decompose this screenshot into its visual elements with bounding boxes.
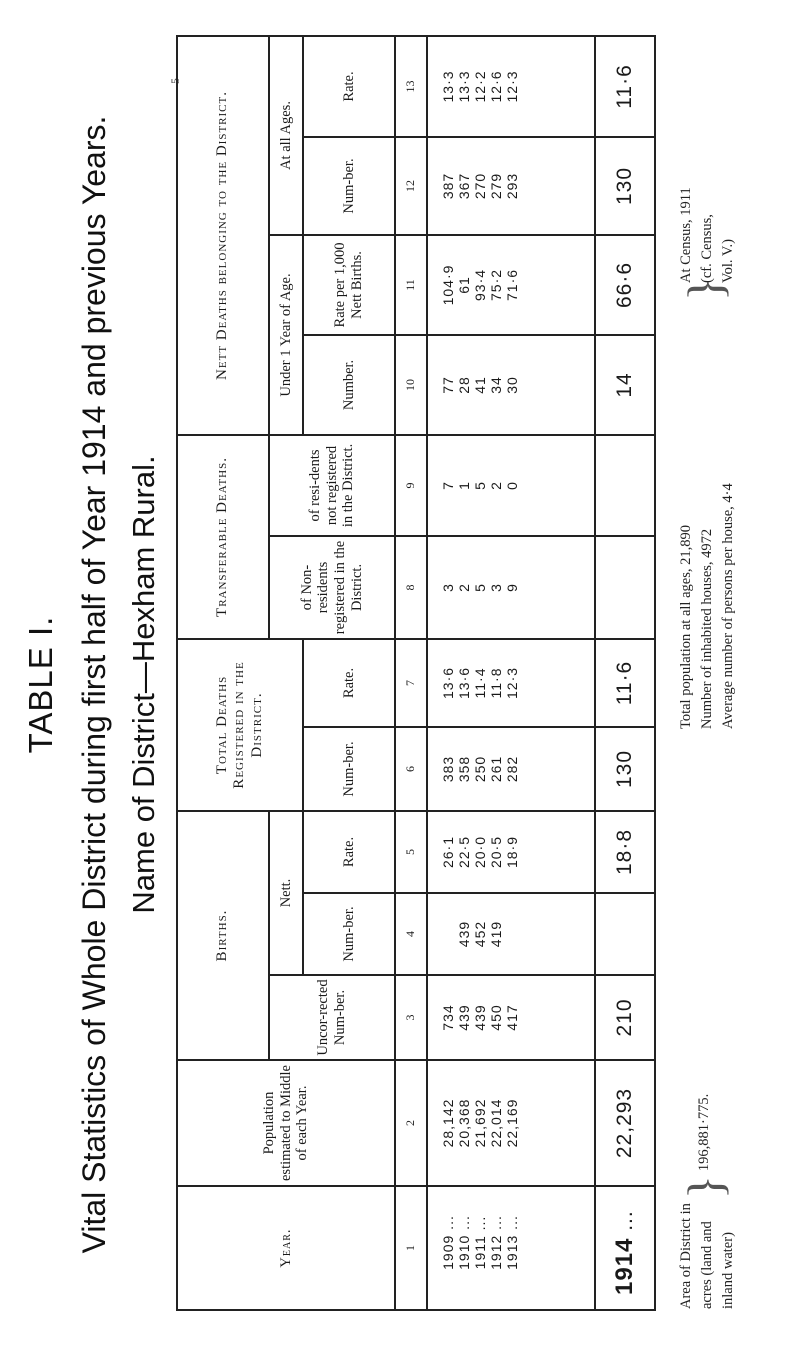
column-number: 4 [395,893,427,975]
total-row-deaths-number: 130 [595,727,655,811]
table-cell: 22,014 [488,1098,505,1148]
table-cell: 270 [472,172,489,200]
column-number: 9 [395,435,427,536]
table-cell: 417 [504,1004,521,1031]
table-cell: 2 [456,583,473,592]
table-cell: 250 [472,755,489,783]
table-cell: 2 [488,481,505,490]
table-cell: 293 [504,172,521,200]
footnote-population-line: Average number of persons per house, 4·4 [720,483,736,729]
table-cell: 12·3 [504,70,521,103]
total-row-year: 1914 ... [595,1186,655,1310]
under1-number-column [427,335,595,435]
header-deaths-rate: Rate. [303,639,395,727]
header-all-ages-rate: Rate. [303,36,395,137]
table-cell: 439 [456,1004,473,1031]
total-row-transfer-residents [595,435,655,536]
table-cell: 104·9 [440,264,456,306]
total-row-births-uncorrected: 210 [595,975,655,1060]
total-row-births-nett-rate: 18·8 [595,811,655,893]
table-cell: 3 [488,583,505,592]
column-number: 1 [395,1186,427,1310]
table-cell: 261 [488,755,505,783]
table-cell: 439 [456,920,473,948]
table-cell: 734 [440,1004,456,1031]
header-deaths-number: Num-ber. [303,727,395,811]
table-cell: 279 [488,172,505,200]
table-cell [504,897,520,971]
table-cell [440,897,456,971]
table-cell: 383 [440,755,456,783]
table-cell: 21,692 [472,1098,489,1148]
table-cell: 1912 ... [488,1215,505,1270]
population-column [427,1060,595,1186]
footnote-population-line: Number of inhabited houses, 4972 [699,528,715,729]
table-cell: 5 [472,481,489,490]
table-cell: 9 [504,583,521,592]
footnote-area [676,989,739,1309]
brace-icon: } [677,277,733,301]
table-cell: 28 [456,376,473,394]
table-cell: 452 [472,920,489,948]
table-cell: 71·6 [504,268,521,301]
header-all-ages: At all Ages. [269,36,303,235]
table-cell: 12·3 [504,666,521,699]
table-cell: 13·3 [456,70,473,103]
header-births-nett: Nett. [269,811,303,975]
column-number: 11 [395,235,427,335]
header-births-number: Num-ber. [303,893,395,975]
table-cell: 20·0 [472,835,489,869]
table-cell: 13·3 [440,70,456,103]
table-cell: 419 [488,920,505,948]
all-ages-number-column [427,137,595,235]
table-cell: 1909 ... [440,1215,456,1270]
deaths-number-column [427,727,595,811]
column-number: 13 [395,36,427,137]
total-row-deaths-rate: 11·6 [595,639,655,727]
header-residents-not-registered: of resi-dents not registered in the District. [269,435,395,536]
header-all-ages-number: Num-ber. [303,137,395,235]
footnote-population-line: Total population at all ages, 21,890 [678,525,694,729]
brace-icon: } [677,1175,733,1200]
table-cell: 13·6 [456,666,473,699]
table-cell: 75·2 [488,268,505,301]
header-births: Births. [177,811,269,1060]
table-cell: 28,142 [440,1098,456,1148]
column-number: 7 [395,639,427,727]
table-cell: 7 [440,481,456,490]
total-row-all-ages-rate: 11·6 [595,36,655,137]
header-nett-deaths: Nett Deaths belonging to the District. [177,36,269,435]
table-cell: 5 [472,583,489,592]
transfer-non-residents-column [427,536,595,639]
transfer-residents-column [427,435,595,536]
table-cell: 11·8 [488,667,505,699]
page-number: 5 [168,78,182,84]
table-subtitle: Vital Statistics of Whole District during first half of Year 1914 and previous Years. [76,115,112,1254]
footnote-area-line: Area of District in [678,1203,694,1309]
table-cell: 34 [488,376,505,394]
header-population: Population estimated to Middle of each Year. [177,1060,395,1186]
header-total-deaths: Total Deaths Registered in the District. [177,639,303,811]
total-row-transfer-non-residents [595,536,655,639]
footnote-census-line: Vol. V.) [720,239,736,283]
table-cell: 77 [440,376,456,394]
column-number: 12 [395,137,427,235]
column-number: 3 [395,975,427,1060]
all-ages-rate-column [427,36,595,137]
births-uncorrected-column [427,975,595,1060]
table-cell: 26·1 [440,835,456,869]
column-number: 10 [395,335,427,435]
column-number: 5 [395,811,427,893]
column-number: 2 [395,1060,427,1186]
table-title: TABLE I. [22,615,59,754]
header-births-uncorrected: Uncor-rected Num-ber. [269,975,395,1060]
table-cell: 41 [472,376,489,394]
column-number: 8 [395,536,427,639]
footnote-census-line: (cf. Census, [699,214,715,283]
table-cell: 367 [456,172,473,200]
table-cell: 282 [504,755,521,783]
footnote-census [676,63,739,283]
table-cell: 358 [456,755,473,783]
table-cell: 20·5 [488,835,505,869]
table-cell: 3 [440,583,456,592]
births-nett-rate-column [427,811,595,893]
footnote-census-line: At Census, 1911 [678,187,694,283]
table-cell: 0 [504,481,521,490]
header-under1-number: Number. [303,335,395,435]
table-cell: 18·9 [504,835,521,869]
total-row-under1-number: 14 [595,335,655,435]
total-row-population: 22,293 [595,1060,655,1186]
vital-statistics-table [176,35,656,1311]
table-cell: 1910 ... [456,1215,473,1270]
table-cell: 387 [440,172,456,200]
table-cell: 11·4 [472,667,489,699]
under1-rate-column [427,235,595,335]
footnote-area-line: inland water) [720,1232,736,1309]
year-column [427,1186,595,1310]
header-births-rate: Rate. [303,811,395,893]
table-cell: 1 [456,481,473,490]
header-year: Year. [177,1186,395,1310]
table-cell: 450 [488,1004,505,1031]
footnote-population [676,277,739,729]
header-under-1: Under 1 Year of Age. [269,235,303,435]
table-cell: 30 [504,376,521,394]
column-number: 6 [395,727,427,811]
header-under1-rate: Rate per 1,000 Nett Births. [303,235,395,335]
header-transferable-deaths: Transferable Deaths. [177,435,269,639]
total-row-under1-rate: 66·6 [595,235,655,335]
table-cell: 20,368 [456,1098,473,1148]
table-cell: 1911 ... [472,1215,489,1270]
table-cell: 1913 ... [504,1215,521,1270]
footnote-area-line: acres (land and [699,1221,715,1309]
table-cell: 439 [472,1004,489,1031]
header-non-residents: of Non-residents registered in the District. [269,536,395,639]
table-cell: 22,169 [504,1098,521,1148]
table-cell: 22·5 [456,835,473,869]
table-cell: 12·6 [488,70,505,103]
table-cell: 61 [456,276,473,294]
footnote-area-value: 196,881·775. [696,1093,712,1172]
table-cell: 12·2 [472,70,489,103]
births-nett-number-column [427,893,595,975]
table-cell: 13·6 [440,666,456,699]
deaths-rate-column [427,639,595,727]
district-name: Name of District—Hexham Rural. [126,455,161,914]
total-row-all-ages-number: 130 [595,137,655,235]
table-cell: 93·4 [472,268,489,301]
total-row-births-nett-number [595,893,655,975]
